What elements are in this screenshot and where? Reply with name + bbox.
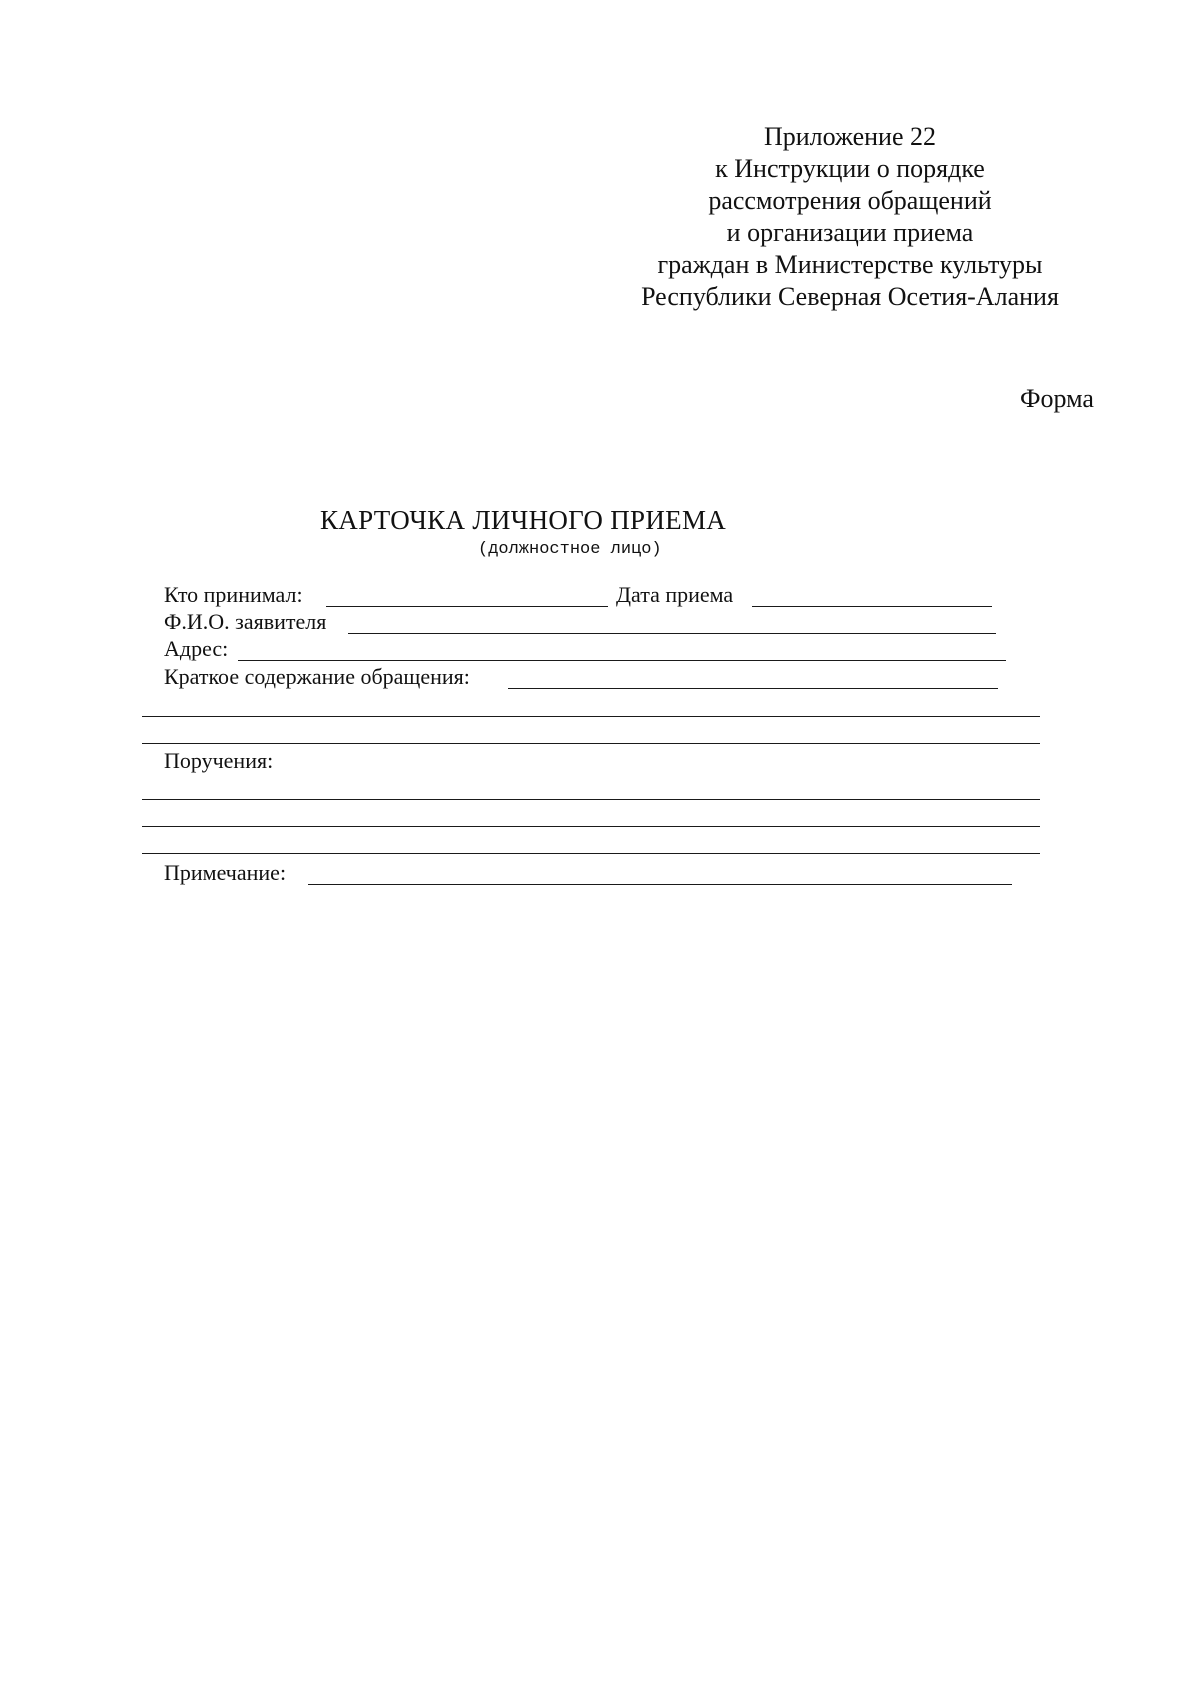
- summary-line[interactable]: [508, 688, 998, 689]
- annex-line: и организации приема: [726, 218, 974, 247]
- summary-continuation-line[interactable]: [142, 716, 1040, 717]
- note-line[interactable]: [308, 884, 1012, 885]
- instructions-label: Поручения:: [164, 748, 274, 773]
- received-by-label: Кто принимал:: [164, 582, 303, 607]
- annex-line: граждан в Министерстве культуры: [657, 250, 1043, 279]
- annex-line: рассмотрения обращений: [708, 186, 992, 215]
- summary-continuation-line[interactable]: [142, 743, 1040, 744]
- annex-heading: [600, 121, 1100, 313]
- card-subtitle: (должностное лицо): [478, 540, 662, 559]
- instructions-line[interactable]: [142, 799, 1040, 800]
- annex-line: к Инструкции о порядке: [715, 154, 985, 183]
- annex-line: Приложение 22: [763, 122, 937, 151]
- reception-date-label: Дата приема: [616, 582, 734, 607]
- address-line[interactable]: [238, 660, 1006, 661]
- instructions-line[interactable]: [142, 826, 1040, 827]
- reception-date-line[interactable]: [752, 606, 992, 607]
- applicant-name-line[interactable]: [348, 633, 996, 634]
- card-title: КАРТОЧКА ЛИЧНОГО ПРИЕМА: [320, 505, 727, 535]
- annex-line: Республики Северная Осетия-Алания: [641, 282, 1059, 311]
- received-by-line[interactable]: [326, 606, 608, 607]
- address-label: Адрес:: [164, 636, 229, 661]
- note-label: Примечание:: [164, 860, 287, 885]
- form-label: Форма: [1020, 384, 1094, 413]
- summary-label: Краткое содержание обращения:: [164, 664, 470, 689]
- applicant-name-label: Ф.И.О. заявителя: [164, 609, 327, 634]
- instructions-line[interactable]: [142, 853, 1040, 854]
